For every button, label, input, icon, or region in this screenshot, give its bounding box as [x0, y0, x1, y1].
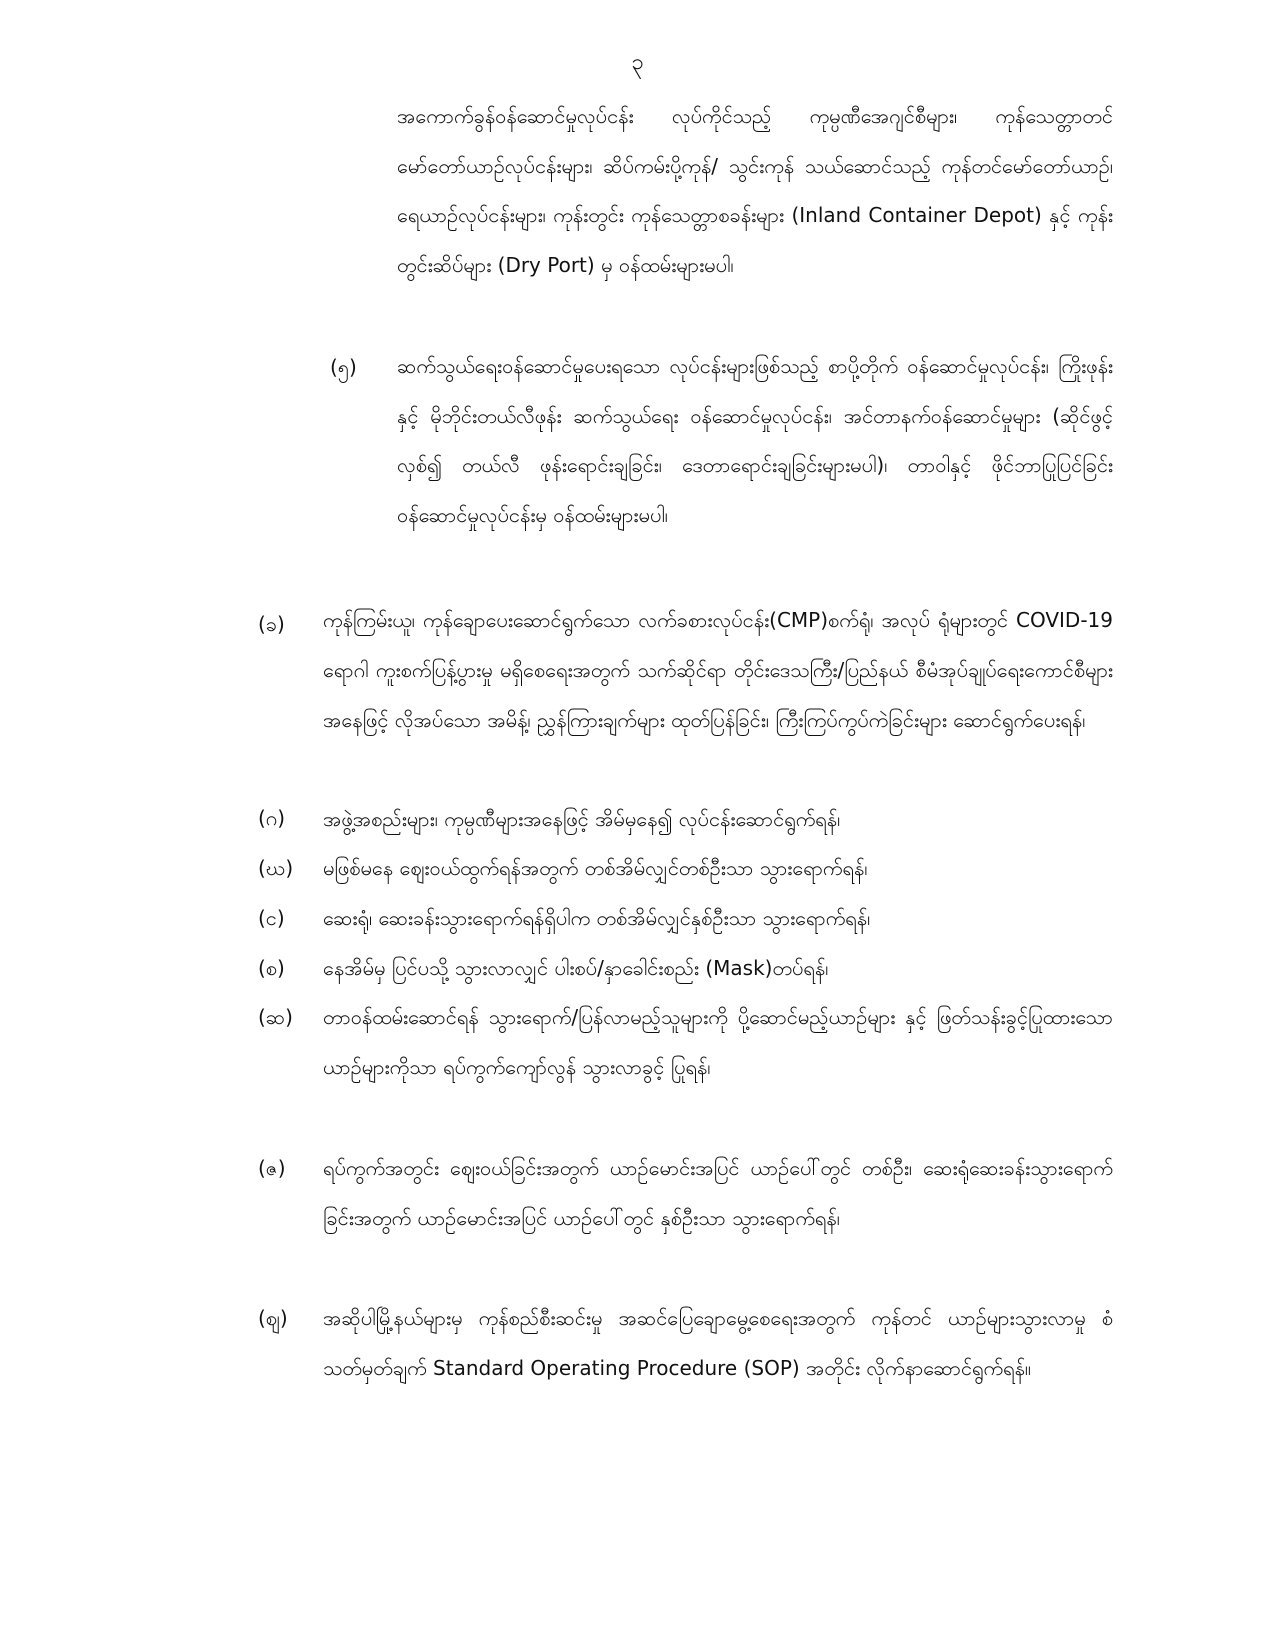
list-item-text: မဖြစ်မနေ ဈေးဝယ်ထွက်ရန်အတွက် တစ်အိမ်လျှင်တစ်ဦးသာ သွားရောက်ရန်၊ — [323, 856, 868, 880]
list-item-marker: (ဈ) — [258, 1306, 288, 1330]
list-item-marker: (ဃ) — [258, 856, 294, 880]
continuation-paragraph: အကောက်ခွန်ဝန်ဆောင်မှုလုပ်ငန်း လုပ်ကိုင်သည့် ကုမ္ပဏီအေဂျင်စီများ၊ ကုန်သေတ္တာတင် မော်တော်ယာဉ်လုပ်ငန်းများ၊ ဆိပ်ကမ်းပို့ကုန်/ သွင်းကုန် သယ်ဆောင်သည့် ကုန်တင်မော်တော်ယာဉ်၊ ရေယာဉ်လုပ်ငန်းများ၊ ကုန်းတွင်း ကုန်သေတ္တာစခန်းများ (Inland Container Depot) နှင့် ကုန်းတွင်းဆိပ်များ (Dry Port) မှ ဝန်ထမ်းများမပါ၊ — [397, 104, 1113, 277]
list-item-text: ရပ်ကွက်အတွင်း ဈေးဝယ်ခြင်းအတွက် ယာဉ်မောင်းအပြင် ယာဉ်ပေါ်တွင် တစ်ဦး၊ ဆေးရုံဆေးခန်းသွားရောက်ခြင်းအတွက် ယာဉ်မောင်းအပြင် ယာဉ်ပေါ်တွင် နှစ်ဦးသာ သွားရောက်ရန်၊ — [323, 1156, 1113, 1230]
sub-item-marker: (၅) — [330, 355, 357, 379]
list-item-marker: (ဆ) — [258, 1005, 293, 1029]
list-item-marker: (စ) — [258, 956, 285, 980]
list-item-text: အဆိုပါမြို့နယ်များမှ ကုန်စည်စီးဆင်းမှု အဆင်ပြေချောမွေ့စေရေးအတွက် ကုန်တင် ယာဉ်များသွားလာမှု စံသတ်မှတ်ချက် Standard Operating Procedure (SOP) အတိုင်း လိုက်နာဆောင်ရွက်ရန်။ — [323, 1306, 1113, 1380]
list-item-marker: (ခ) — [258, 612, 285, 636]
list-item-marker: (ဂ) — [258, 806, 286, 830]
list-item-text: ဆေးရုံ၊ ဆေးခန်းသွားရောက်ရန်ရှိပါက တစ်အိမ်လျှင်နှစ်ဦးသာ သွားရောက်ရန်၊ — [323, 906, 871, 930]
list-item-text: ကုန်ကြမ်းယူ၊ ကုန်ချောပေးဆောင်ရွက်သော လက်ခစားလုပ်ငန်း(CMP)စက်ရုံ၊ အလုပ် ရုံများတွင် COVID-19 ရောဂါ ကူးစက်ပြန့်ပွားမှု မရှိစေရေးအတွက် သက်ဆိုင်ရာ တိုင်းဒေသကြီး/ပြည်နယ် စီမံအုပ်ချုပ်ရေးကောင်စီများအနေဖြင့် လိုအပ်သော အမိန့်၊ ညွှန်ကြားချက်များ ထုတ်ပြန်ခြင်း၊ ကြီးကြပ်ကွပ်ကဲခြင်းများ ဆောင်ရွက်ပေးရန်၊ — [323, 608, 1113, 732]
list-item-text: အဖွဲ့အစည်းများ၊ ကုမ္ပဏီများအနေဖြင့် အိမ်မှနေ၍ လုပ်ငန်းဆောင်ရွက်ရန်၊ — [323, 807, 841, 831]
list-item-marker: (ဇ) — [258, 1156, 286, 1180]
list-item-marker: (င) — [258, 906, 285, 930]
list-item-text: နေအိမ်မှ ပြင်ပသို့ သွားလာလျှင် ပါးစပ်/နှာခေါင်းစည်း (Mask)တပ်ရန်၊ — [323, 956, 829, 980]
page-number: ၃ — [631, 50, 644, 75]
sub-item-text: ဆက်သွယ်ရေးဝန်ဆောင်မှုပေးရသော လုပ်ငန်းများဖြစ်သည့် စာပို့တိုက် ဝန်ဆောင်မှုလုပ်ငန်း၊ ကြိုးဖုန်းနှင့် မိုဘိုင်းတယ်လီဖုန်း ဆက်သွယ်ရေး ဝန်ဆောင်မှုလုပ်ငန်း၊ အင်တာနက်ဝန်ဆောင်မှုများ (ဆိုင်ဖွင့်လှစ်၍ တယ်လီ ဖုန်းရောင်းချခြင်း၊ ဒေတာရောင်းချခြင်းများမပါ)၊ တာဝါနှင့် ဖိုင်ဘာပြုပြင်ခြင်း ဝန်ဆောင်မှုလုပ်ငန်းမှ ဝန်ထမ်းများမပါ၊ — [397, 354, 1113, 527]
list-item-text: တာဝန်ထမ်းဆောင်ရန် သွားရောက်/ပြန်လာမည့်သူများကို ပို့ဆောင်မည့်ယာဉ်များ နှင့် ဖြတ်သန်းခွင့်ပြုထားသော ယာဉ်များကိုသာ ရပ်ကွက်ကျော်လွန် သွားလာခွင့် ပြုရန်၊ — [323, 1005, 1113, 1079]
